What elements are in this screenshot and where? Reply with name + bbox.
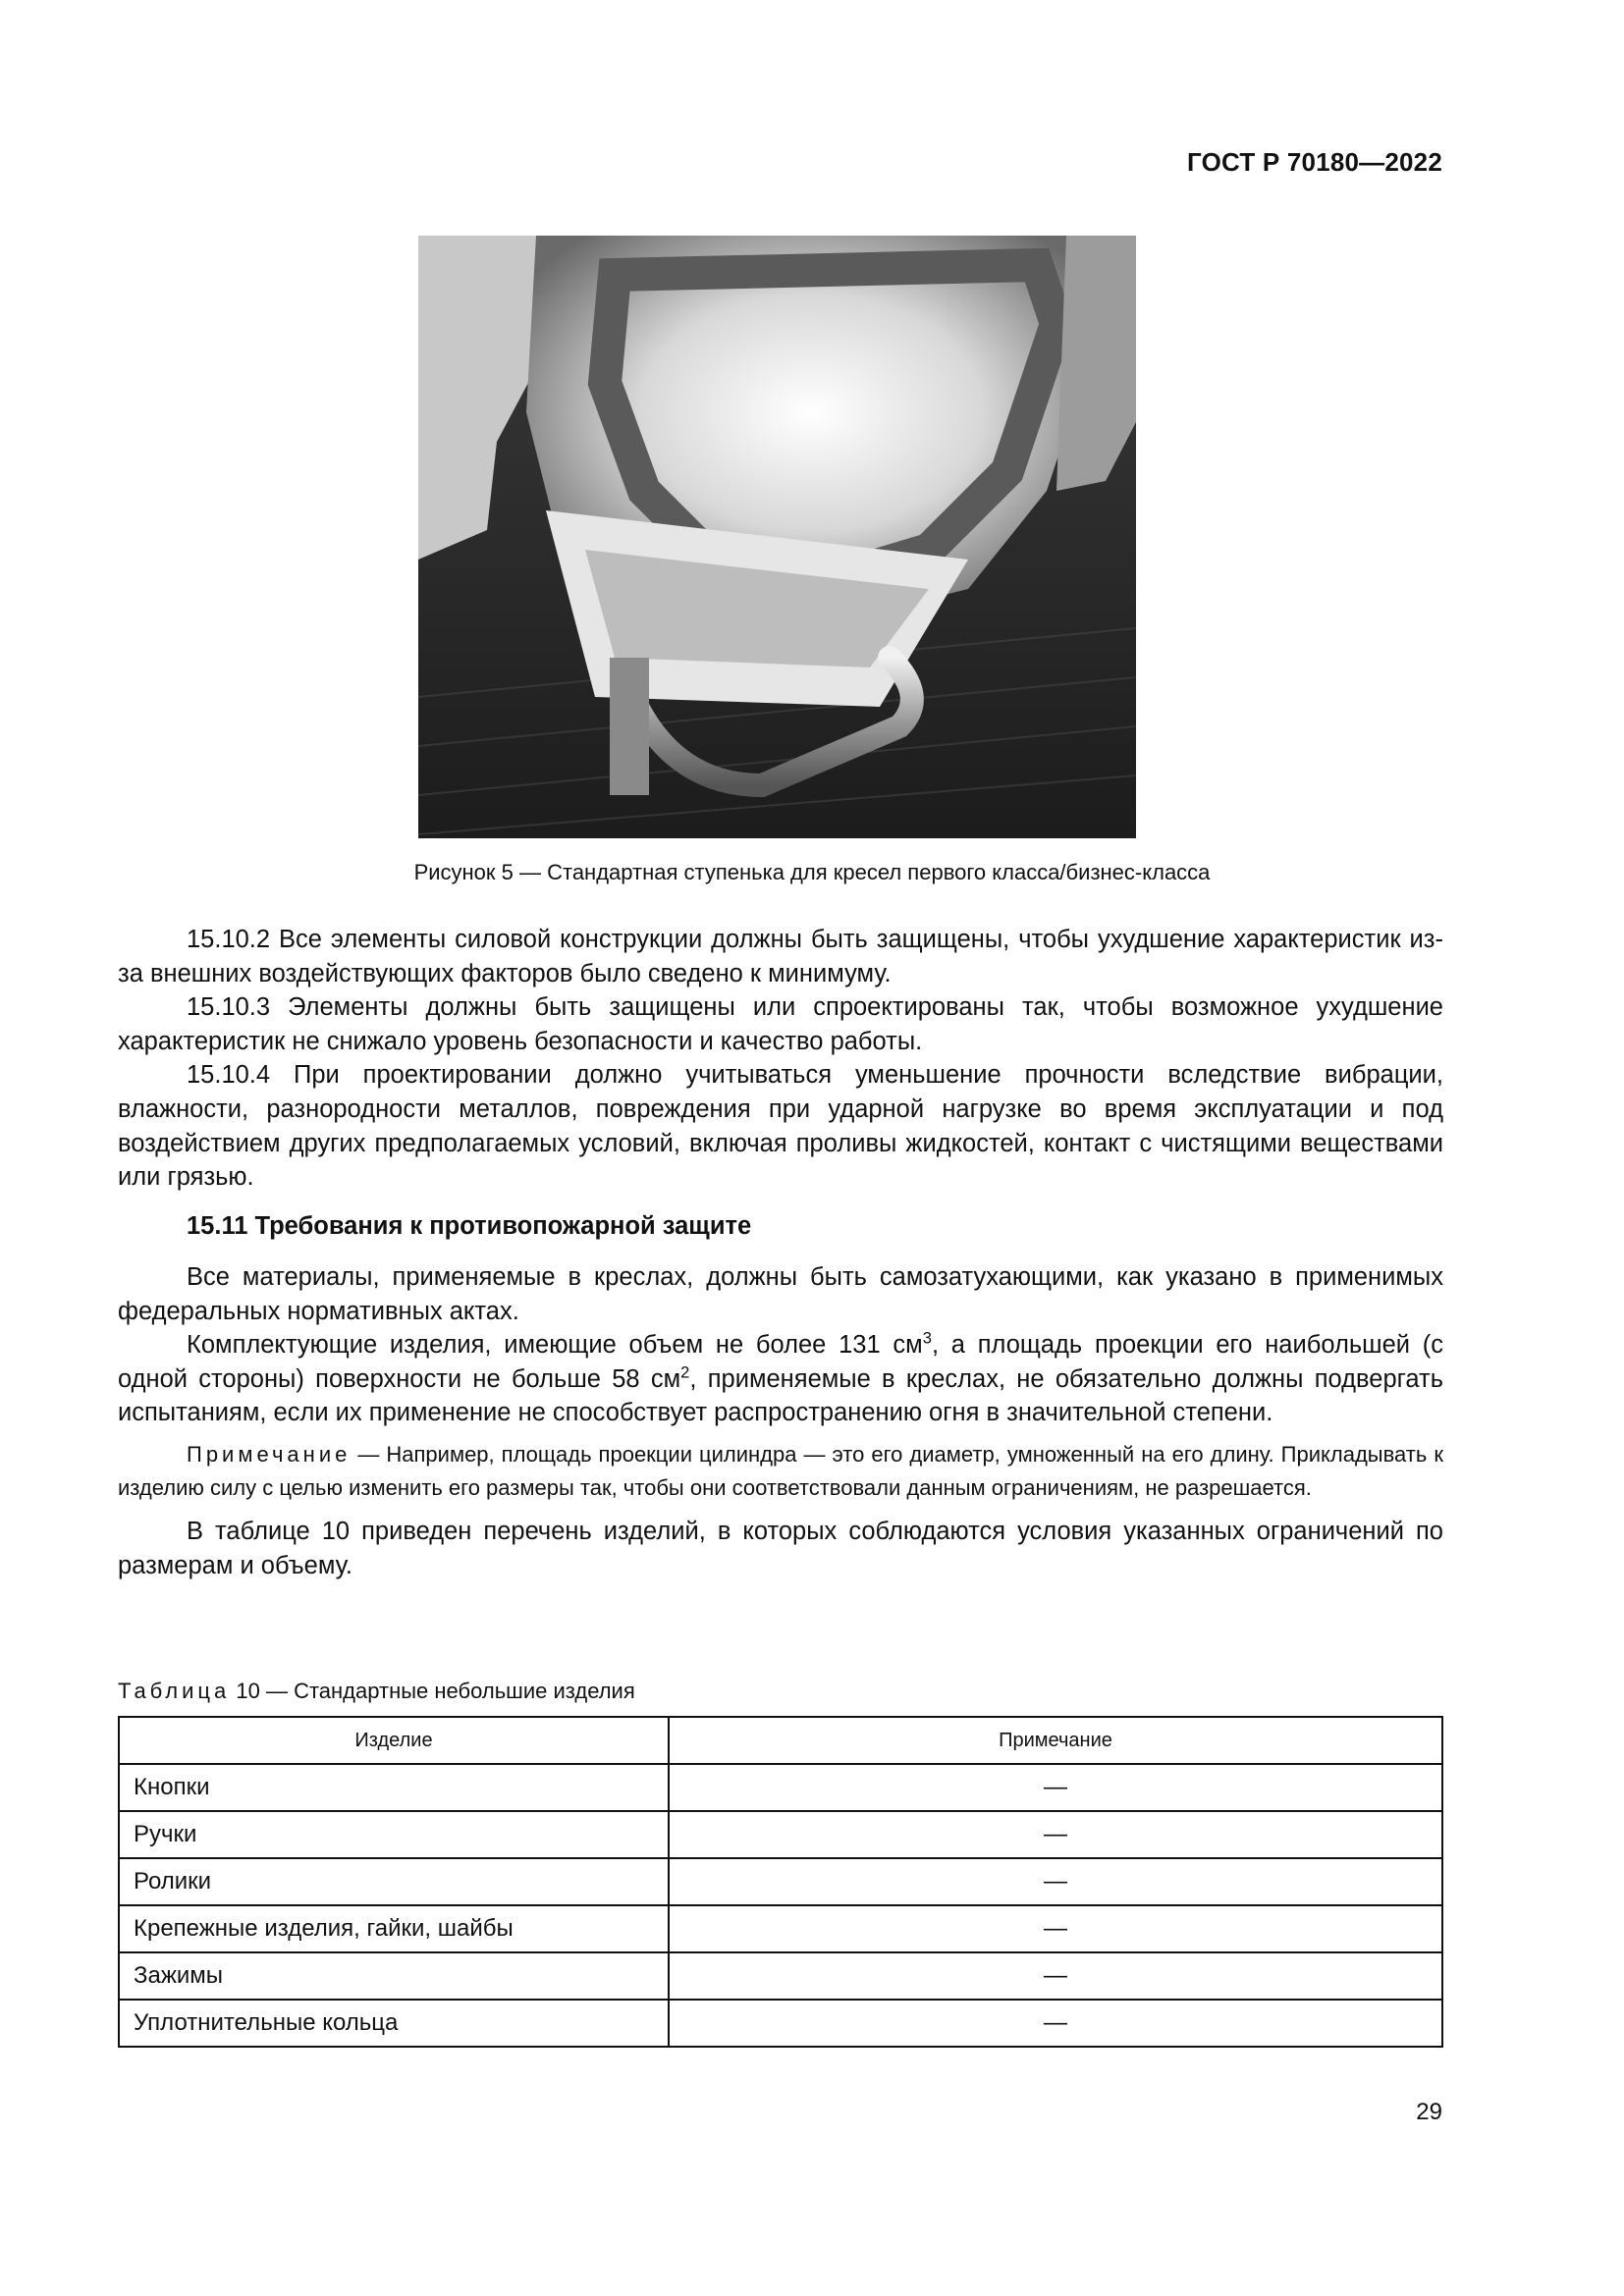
- cell-note: —: [669, 1764, 1442, 1811]
- table-row: [119, 1905, 1442, 1952]
- cell-item: Ролики: [119, 1858, 669, 1905]
- table-row: [119, 2000, 1442, 2047]
- table-row: [119, 1952, 1442, 2000]
- note-label: Примечание: [187, 1441, 352, 1467]
- small-items-table: [118, 1716, 1443, 2048]
- note-paragraph: Примечание — Например, площадь проекции цилиндра — это его диаметр, умноженный на его длину. Прикладывать к изделию силу с целью изменить его размеры так, чтобы они соответствовали данным ограничениям, не разрешается.: [118, 1441, 1443, 1500]
- clause-15-10-paragraphs: [118, 923, 1443, 1195]
- table-caption-label: Таблица: [118, 1679, 231, 1703]
- paragraph-15-10-3: 15.10.3 Элементы должны быть защищены или спроектированы так, чтобы возможное ухудшение характеристик не снижало уровень безопасности и качество работы.: [118, 993, 1443, 1055]
- cell-item: Ручки: [119, 1811, 669, 1858]
- table-row: [119, 1858, 1442, 1905]
- document-code: ГОСТ Р 70180—2022: [1187, 147, 1442, 177]
- table-row: [119, 1764, 1442, 1811]
- paragraph-materials: Все материалы, применяемые в креслах, должны быть самозатухающими, как указано в применимых федеральных нормативных актах.: [118, 1263, 1443, 1325]
- cell-note: —: [669, 1858, 1442, 1905]
- table-header-row: [119, 1717, 1442, 1764]
- paragraph-table-ref: В таблице 10 приведен перечень изделий, в которых соблюдаются условия указанных ограничений по размерам и объему.: [118, 1517, 1443, 1579]
- header-note: Примечание: [669, 1717, 1442, 1764]
- cell-item: Уплотнительные кольца: [119, 2000, 669, 2047]
- page-number: 29: [1416, 2099, 1442, 2125]
- paragraph-components: Комплектующие изделия, имеющие объем не более 131 $см^3$, а площадь проекции его наибольшей (с одной стороны) поверхности не больше 58 $см^2$, применяемые в креслах, не обязательно должны подвергать испытаниям, если их применение не способствует распространению огня в значительной степени.: [118, 1328, 1443, 1427]
- leg-bracket: [610, 658, 649, 795]
- paragraph-15-10-2: 15.10.2 Все элементы силовой конструкции должны быть защищены, чтобы ухудшение характеристик из-за внешних воздействующих факторов было сведено к минимуму.: [118, 926, 1443, 988]
- section-title: 15.11 Требования к противопожарной защите: [187, 1212, 752, 1240]
- paragraph-15-10-4: 15.10.4 При проектировании должно учитываться уменьшение прочности вследствие вибрации, влажности, разнородности металлов, повреждения при ударной нагрузке во время эксплуатации и под воздействием других предполагаемых условий, включая проливы жидкостей, контакт с чистящими веществами или грязью.: [118, 1061, 1443, 1192]
- header-item: Изделие: [119, 1717, 669, 1764]
- cell-note: —: [669, 2000, 1442, 2047]
- section-15-11: [118, 1209, 1443, 1582]
- figure-seat-step-photo: [418, 236, 1136, 838]
- table-row: [119, 1811, 1442, 1858]
- cell-note: —: [669, 1811, 1442, 1858]
- cell-item: Зажимы: [119, 1952, 669, 2000]
- cell-note: —: [669, 1905, 1442, 1952]
- cell-item: Кнопки: [119, 1764, 669, 1811]
- figure-caption: Рисунок 5 — Стандартная ступенька для кресел первого класса/бизнес-класса: [413, 860, 1211, 884]
- table-caption: Таблица 10 — Стандартные небольшие изделия: [118, 1679, 635, 1703]
- cell-item: Крепежные изделия, гайки, шайбы: [119, 1905, 669, 1952]
- seat-step-illustration: [418, 236, 1136, 838]
- cell-note: —: [669, 1952, 1442, 2000]
